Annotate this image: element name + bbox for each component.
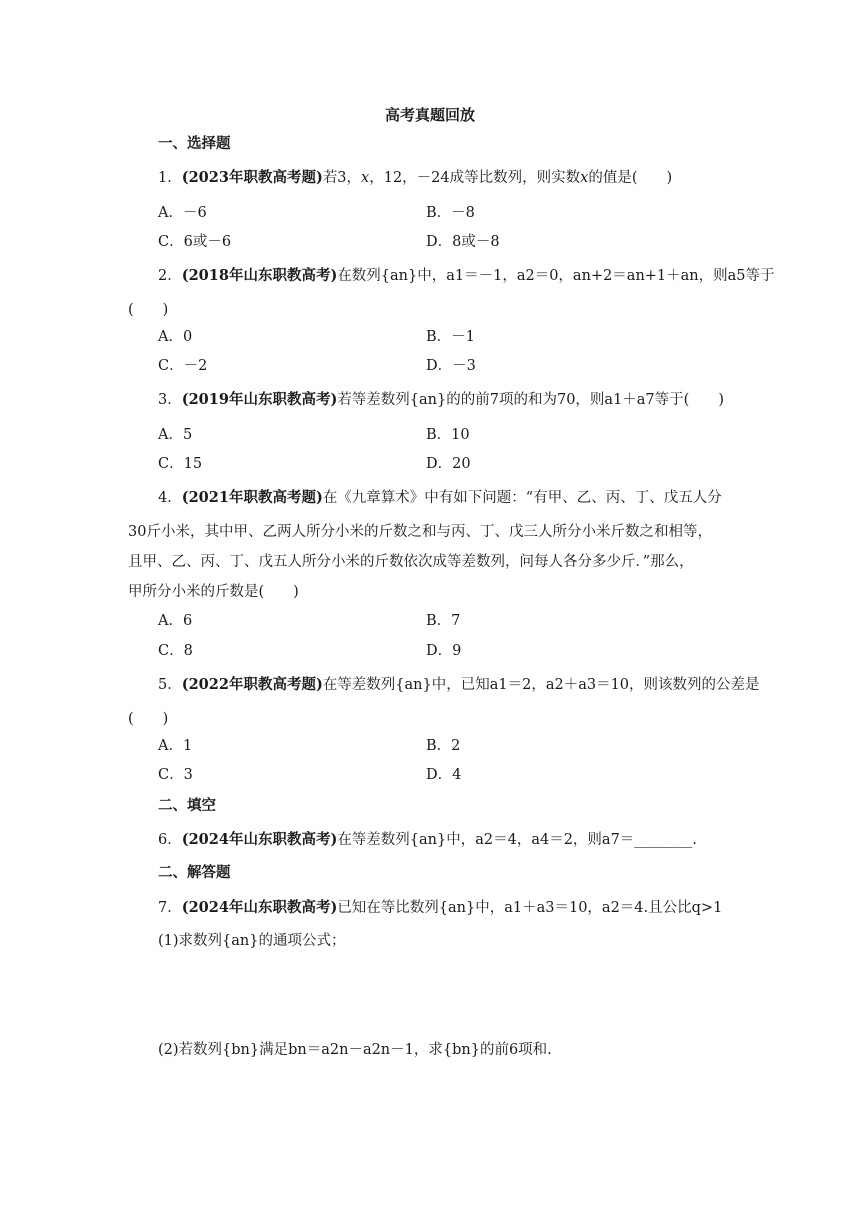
section-choice-heading: 一、选择题 (158, 135, 231, 152)
question-4-line-2: 30斤小米，其中甲、乙两人所分小米的斤数之和与丙、丁、戊三人所分小米斤数之和相等， (128, 524, 712, 540)
question-number: 7． (158, 900, 182, 916)
question-text: 在数列{an}中，a1＝－1，a2＝0，an+2＝an+1＋an，则a5等于 (337, 268, 775, 284)
question-source: (2022年职教高考题) (181, 676, 323, 693)
question-text: 的值是( ) (588, 170, 673, 186)
option-d: D．－3 (426, 358, 476, 374)
question-2 (158, 266, 775, 286)
math-variable: x (361, 170, 370, 186)
question-text: 若等差数列{an}的的前7项的和为70，则a1＋a7等于( ) (337, 392, 724, 408)
question-4 (158, 488, 722, 508)
option-a: A．－6 (158, 205, 207, 221)
option-b: B．－1 (426, 329, 475, 345)
option-c: C．3 (158, 767, 193, 783)
question-1 (158, 168, 672, 188)
question-text: 若3， (322, 170, 362, 186)
question-number: 6． (158, 832, 182, 848)
option-a: A．1 (158, 738, 193, 754)
question-text: ，12，－24成等比数列，则实数 (369, 170, 581, 186)
option-d: D．20 (426, 456, 471, 472)
question-7-part-2: (2)若数列{bn}满足bn＝a2n－a2n－1，求{bn}的前6项和. (158, 1042, 552, 1058)
page-title: 高考真题回放 (384, 106, 475, 124)
question-5 (158, 675, 760, 695)
option-b: B．10 (426, 427, 470, 443)
question-number: 3． (158, 392, 182, 408)
question-number: 2． (158, 268, 182, 284)
question-number: 5． (158, 677, 182, 693)
option-d: D．8或－8 (426, 234, 500, 250)
question-source: (2018年山东职教高考) (181, 267, 338, 284)
question-text: 在《九章算术》中有如下问题：“有甲、乙、丙、丁、戊五人分 (322, 490, 722, 506)
section-fill-heading: 二、填空 (158, 797, 216, 814)
question-6 (158, 830, 697, 850)
question-text: 在等差数列{an}中，已知a1＝2，a2＋a3＝10，则该数列的公差是 (322, 677, 760, 693)
question-text: 在等差数列{an}中，a2＝4，a4＝2，则a7＝________. (337, 832, 697, 848)
question-text: 已知在等比数列{an}中，a1＋a3＝10，a2＝4.且公比q>1 (337, 900, 723, 916)
option-a: A．5 (158, 427, 193, 443)
question-7-part-1: (1)求数列{an}的通项公式； (158, 933, 346, 949)
option-b: B．－8 (426, 205, 475, 221)
question-number: 4． (158, 490, 182, 506)
question-4-line-3: 且甲、乙、丙、丁、戊五人所分小米的斤数依次成等差数列，问每人各分多少斤．”那么， (128, 554, 694, 570)
option-c: C．15 (158, 456, 203, 472)
question-source: (2019年山东职教高考) (181, 391, 338, 408)
question-source: (2023年职教高考题) (181, 169, 323, 186)
option-c: C．－2 (158, 358, 208, 374)
option-c: C．6或－6 (158, 234, 232, 250)
question-4-line-4: 甲所分小米的斤数是( ) (128, 584, 299, 600)
question-source: (2024年山东职教高考) (181, 899, 338, 916)
option-c: C．8 (158, 643, 193, 659)
section-answer-heading: 二、解答题 (158, 864, 231, 881)
answer-paren: ( ) (128, 711, 169, 727)
question-7 (158, 898, 722, 918)
option-d: D．4 (426, 767, 462, 783)
option-b: B．7 (426, 613, 461, 629)
answer-paren: ( ) (128, 302, 169, 318)
question-3 (158, 390, 724, 410)
option-a: A．6 (158, 613, 193, 629)
question-source: (2021年职教高考题) (181, 489, 323, 506)
question-source: (2024年山东职教高考) (181, 831, 338, 848)
option-a: A．0 (158, 329, 193, 345)
question-number: 1． (158, 170, 182, 186)
math-variable: x (580, 170, 589, 186)
option-b: B．2 (426, 738, 461, 754)
option-d: D．9 (426, 643, 462, 659)
